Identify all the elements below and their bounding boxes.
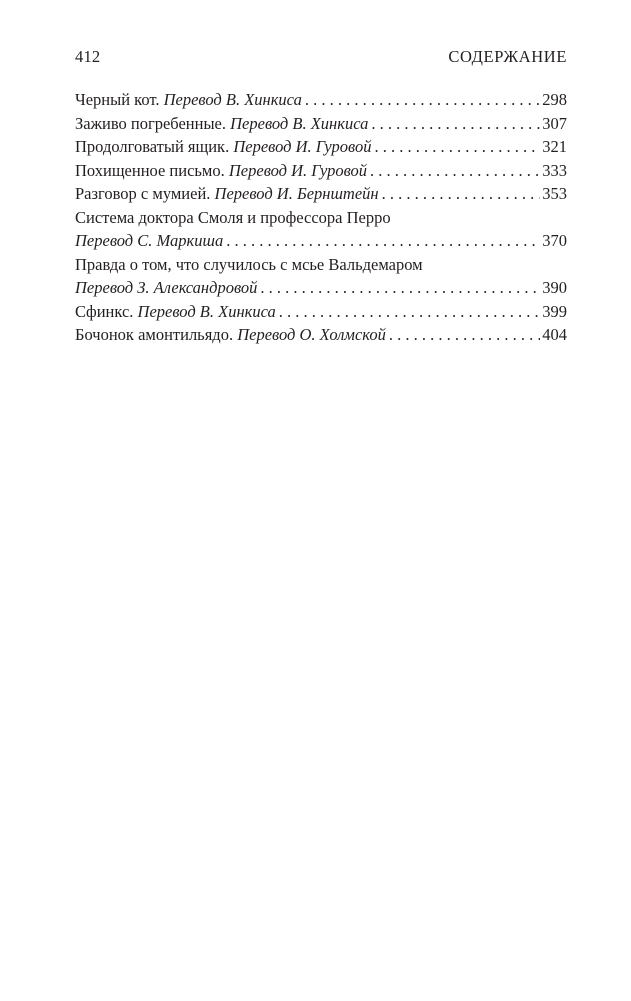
toc-line	[75, 112, 567, 136]
toc-title: Похищенное письмо.	[75, 160, 225, 180]
toc-title: Заживо погребенные.	[75, 113, 226, 133]
dot-leader	[389, 323, 540, 347]
dot-leader	[260, 276, 540, 300]
toc-line	[75, 135, 567, 159]
toc-title: Продолговатый ящик.	[75, 137, 230, 156]
toc-page-number: 390	[542, 278, 567, 297]
toc-translator: Перевод И. Гуровой	[228, 160, 368, 180]
toc-translator: Перевод И. Гуровой	[233, 137, 372, 156]
dot-leader	[374, 135, 540, 159]
toc-entry	[75, 323, 567, 347]
toc-translator: Перевод О. Холмской	[237, 325, 386, 344]
toc-page-number: 298	[542, 90, 567, 109]
dot-leader	[370, 159, 540, 183]
toc-title: Правда о том, что случилось с мсье Вальдемаром	[75, 254, 423, 274]
toc-entry	[75, 135, 567, 159]
toc-title: Сфинкс.	[75, 301, 134, 321]
toc-page-number: 399	[542, 301, 567, 321]
toc-line	[75, 276, 567, 300]
section-title: СОДЕРЖАНИЕ	[448, 47, 567, 66]
toc-line	[75, 182, 567, 206]
toc-page-number: 307	[542, 113, 567, 133]
book-page	[75, 0, 567, 1001]
toc-entry	[75, 206, 567, 253]
table-of-contents	[75, 88, 567, 347]
toc-page-number: 404	[542, 325, 567, 344]
running-head	[75, 47, 567, 69]
toc-page-number: 370	[542, 231, 567, 250]
toc-title: Черный кот.	[75, 90, 160, 109]
toc-translator: Перевод З. Александровой	[75, 278, 258, 297]
toc-line	[75, 88, 567, 112]
dot-leader	[279, 300, 540, 324]
toc-translator: Перевод С. Маркиша	[75, 231, 224, 250]
dot-leader	[382, 182, 541, 206]
toc-translator: Перевод В. Хинкиса	[137, 301, 276, 321]
toc-entry	[75, 159, 567, 183]
toc-title: Система доктора Смоля и профессора Перро	[75, 207, 391, 227]
toc-line	[75, 300, 567, 324]
toc-line	[75, 229, 567, 253]
toc-page-number: 333	[542, 160, 567, 180]
page-number: 412	[75, 47, 101, 66]
toc-title: Разговор с мумией.	[75, 184, 211, 203]
toc-page-number: 353	[542, 184, 567, 203]
toc-line	[75, 159, 567, 183]
dot-leader	[305, 88, 540, 112]
toc-title: Бочонок амонтильядо.	[75, 325, 234, 344]
toc-translator: Перевод В. Хинкиса	[230, 113, 369, 133]
toc-line	[75, 323, 567, 347]
toc-entry	[75, 182, 567, 206]
toc-entry	[75, 112, 567, 136]
dot-leader	[371, 112, 540, 136]
toc-entry	[75, 300, 567, 324]
toc-page-number: 321	[542, 137, 567, 156]
toc-entry	[75, 253, 567, 300]
toc-translator: Перевод И. Бернштейн	[214, 184, 379, 203]
toc-line	[75, 206, 567, 230]
toc-entry	[75, 88, 567, 112]
toc-line	[75, 253, 567, 277]
toc-translator: Перевод В. Хинкиса	[163, 90, 302, 109]
dot-leader	[226, 229, 540, 253]
